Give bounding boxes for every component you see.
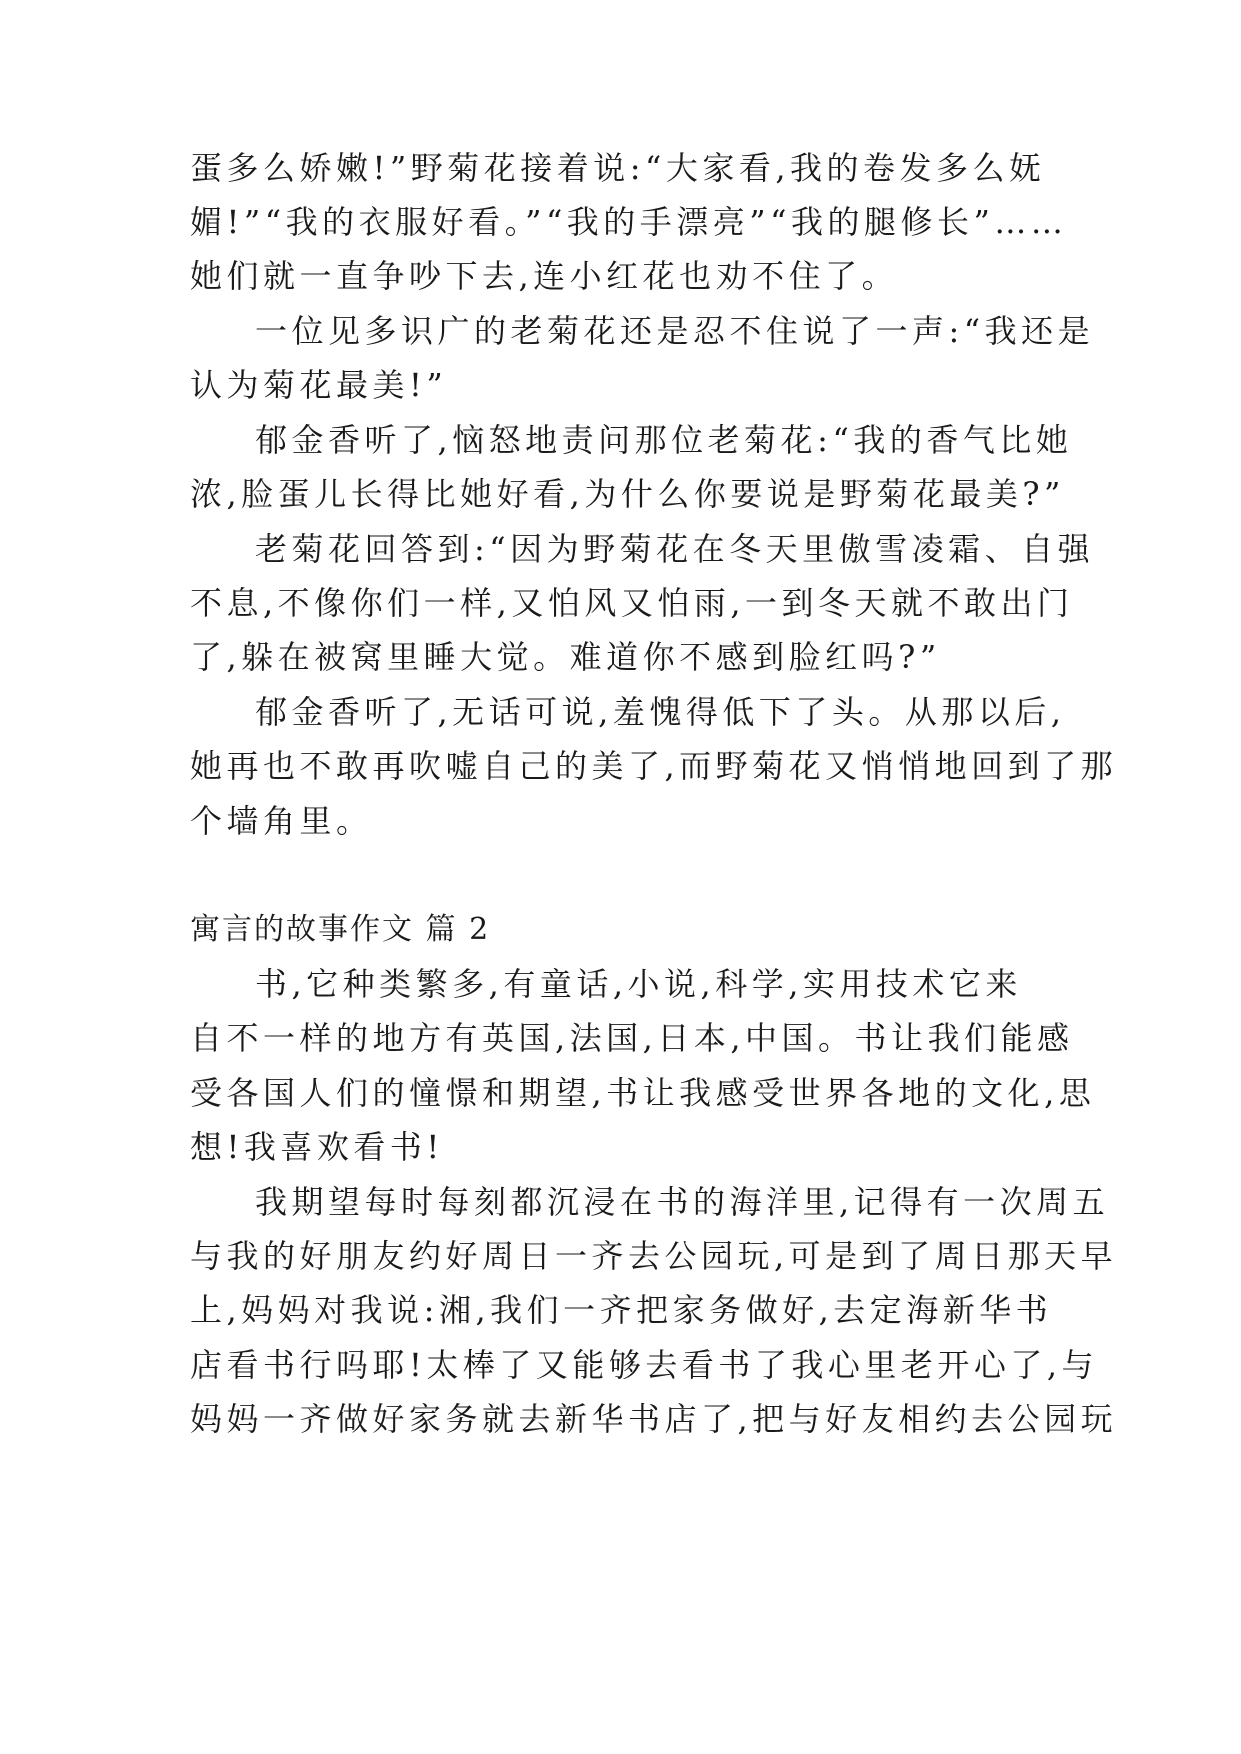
paragraph-line: 妈妈一齐做好家务就去新华书店了,把与好友相约去公园玩 [190,1400,1118,1438]
paragraph-line: 她再也不敢再吹嘘自己的美了,而野菊花又悄悄地回到了那 [190,747,1118,785]
paragraph-line: 与我的好朋友约好周日一齐去公园玩,可是到了周日那天早 [190,1237,1118,1275]
paragraph-line: 媚!”“我的衣服好看。”“我的手漂亮”“我的腿修长”…… [190,203,1068,241]
paragraph-line: 受各国人们的憧憬和期望,书让我感受世界各地的文化,思 [190,1074,1096,1112]
paragraph-line: 想!我喜欢看书! [190,1128,444,1166]
paragraph-line: 不息,不像你们一样,又怕风又怕雨,一到冬天就不敢出门 [190,584,1074,622]
paragraph-line: 了,躲在被窝里睡大觉。难道你不感到脸红吗?” [190,638,941,676]
paragraph-line: 浓,脸蛋儿长得比她好看,为什么你要说是野菊花最美?” [190,475,1065,513]
paragraph-line: 老菊花回答到:“因为野菊花在冬天里傲雪凌霜、自强 [255,530,1095,568]
paragraph-line: 我期望每时每刻都沉浸在书的海洋里,记得有一次周五 [255,1183,1110,1221]
paragraph-line: 店看书行吗耶!太棒了又能够去看书了我心里老开心了,与 [190,1346,1099,1384]
paragraph-line: 上,妈妈对我说:湘,我们一齐把家务做好,去定海新华书 [190,1291,1053,1329]
paragraph-line: 郁金香听了,无话可说,羞愧得低下了头。从那以后, [255,693,1066,731]
paragraph-line: 个墙角里。 [190,802,373,840]
section-heading: 寓言的故事作文 篇 2 [190,912,491,947]
paragraph-line: 蛋多么娇嫩!”野菊花接着说:“大家看,我的卷发多么妩 [190,149,1046,187]
paragraph-line: 自不一样的地方有英国,法国,日本,中国。书让我们能感 [190,1019,1074,1057]
paragraph-line: 郁金香听了,恼怒地责问那位老菊花:“我的香气比她 [255,421,1073,459]
paragraph-line: 认为菊花最美!” [190,366,448,404]
paragraph-line: 一位见多识广的老菊花还是忍不住说了一声:“我还是 [255,312,1095,350]
paragraph-line: 书,它种类繁多,有童话,小说,科学,实用技术它来 [255,965,1022,1003]
paragraph-line: 她们就一直争吵下去,连小红花也劝不住了。 [190,257,899,295]
